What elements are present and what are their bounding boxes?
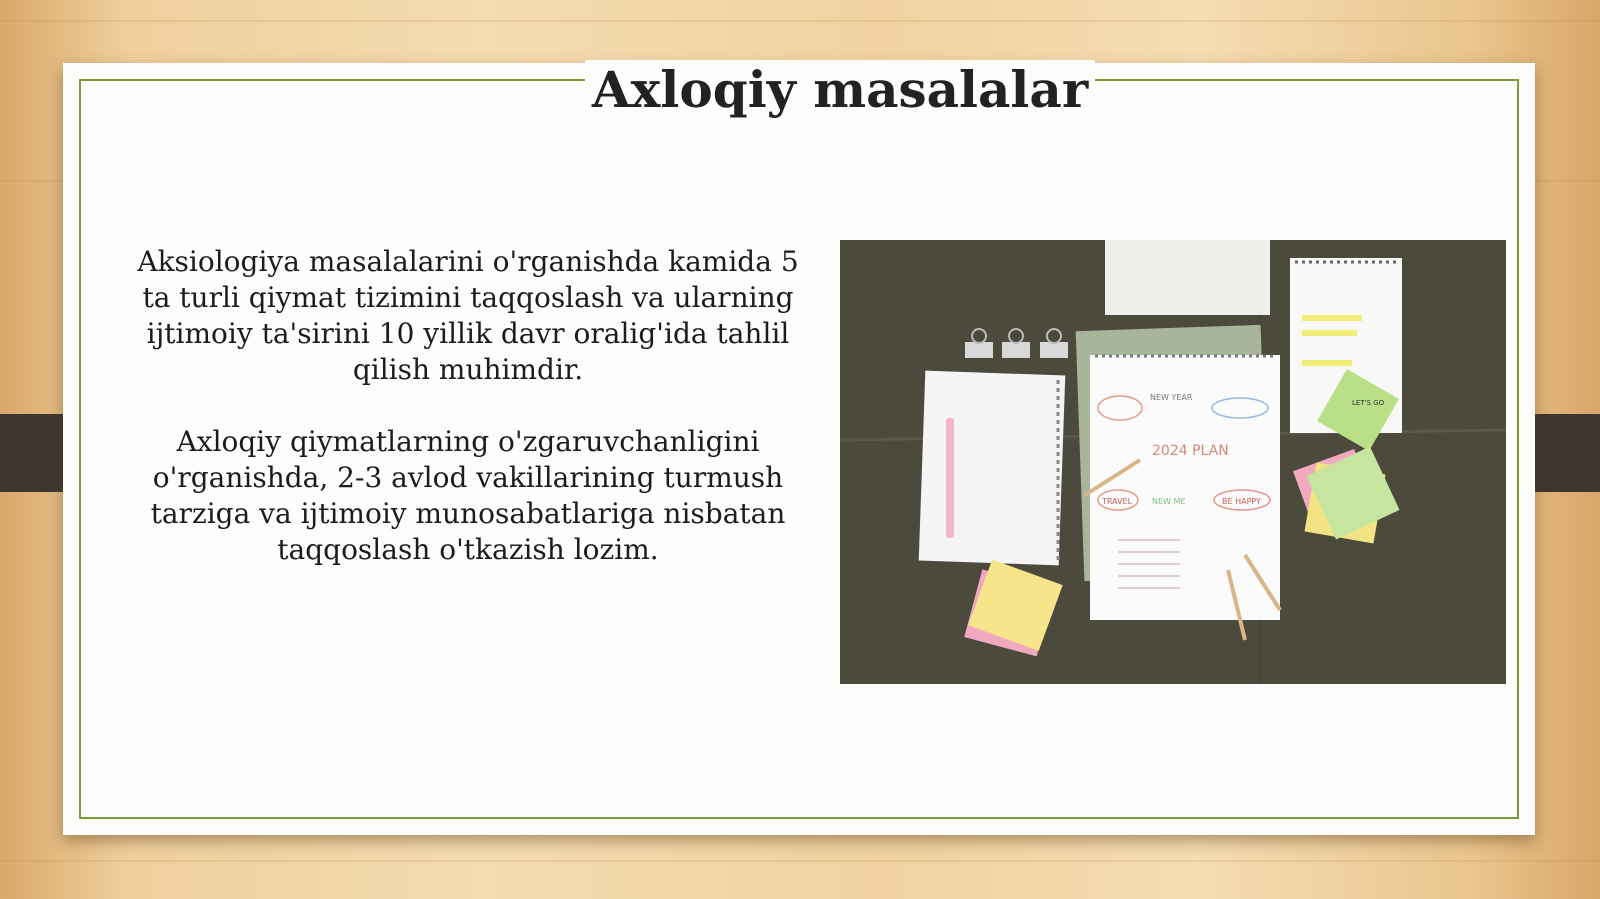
left-notebook [919, 371, 1066, 566]
notebook-text-travel: TRAVEL [1102, 497, 1133, 506]
slide-title: Axloqiy masalalar [585, 60, 1095, 120]
notebook-text-new-me: NEW ME [1152, 497, 1186, 506]
paragraph-2: Axloqiy qiymatlarning o'zgaruvchanligini o'rganishda, 2-3 avlod vakillarining turmush tarziga va ijtimoiy munosabatlariga nisbatan taqqoslash o'tkazish lozim. [150, 425, 786, 566]
wood-grain [0, 20, 1600, 22]
notebook-text-be-happy: BE HAPPY [1222, 497, 1261, 506]
pen-icon [946, 418, 954, 538]
calendar-sheet [1105, 240, 1270, 315]
planning-photo-illustration [840, 240, 1506, 684]
notebook-text-new-year: NEW YEAR [1150, 393, 1193, 402]
wood-grain [0, 860, 1600, 862]
sticky-note-text: LET'S GO [1352, 399, 1385, 407]
paragraph-1: Aksiologiya masalalarini o'rganishda kamida 5 ta turli qiymat tizimini taqqoslash va ularning ijtimoiy ta'sirini 10 yillik davr oralig'ida tahlil qilish muhimdir. [137, 245, 799, 386]
planning-photo [840, 240, 1506, 684]
slide-body [128, 244, 808, 604]
notebook-text-plan: 2024 PLAN [1152, 443, 1229, 459]
